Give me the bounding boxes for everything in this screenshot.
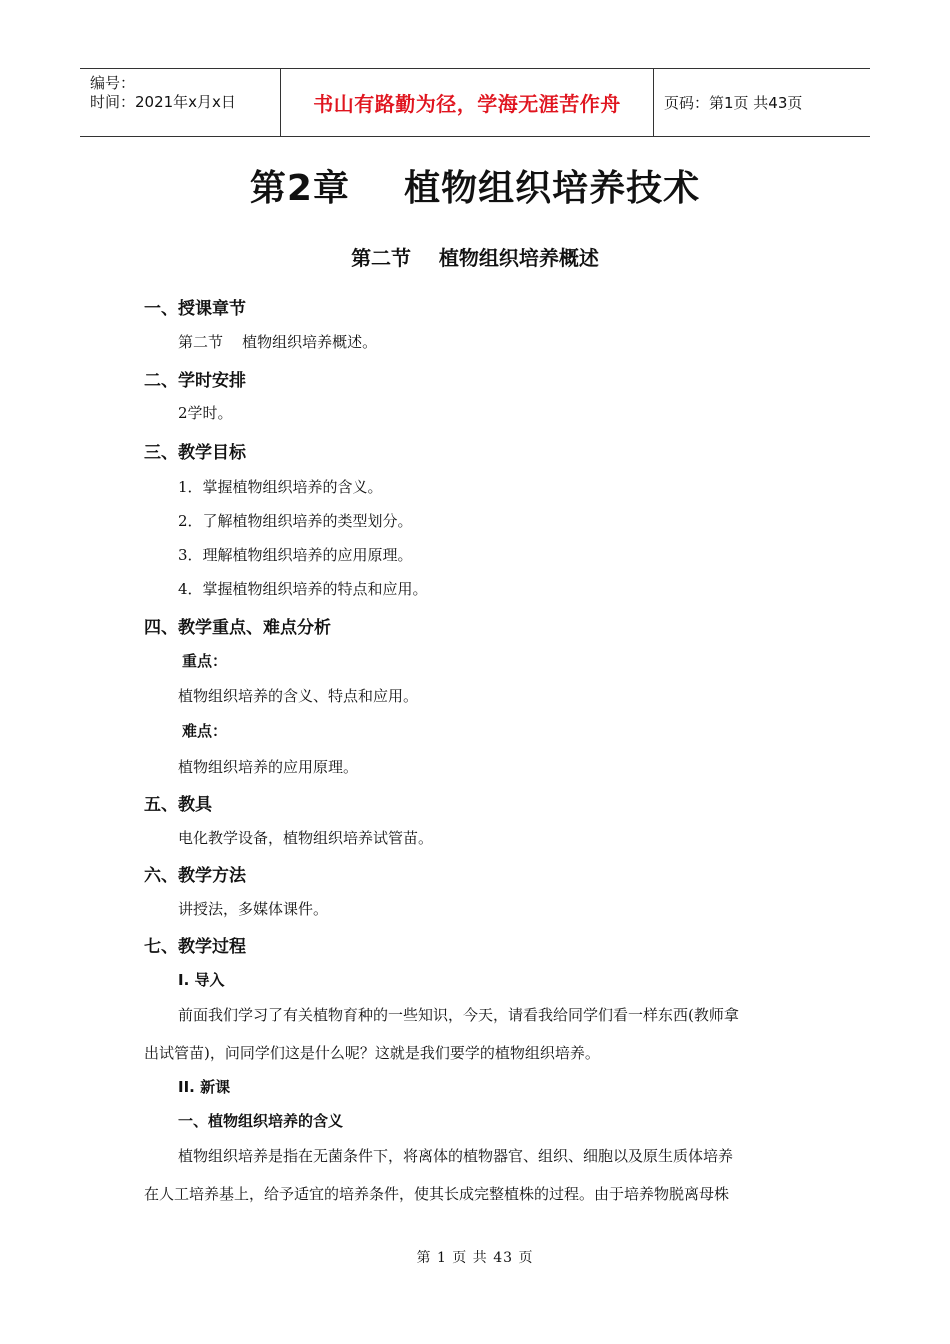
date-label: 时间：2021年x月x日 [90, 93, 236, 111]
header-page-cell [654, 69, 870, 136]
header-table [80, 68, 870, 137]
header-left-cell [80, 69, 281, 136]
chapter-title: 第2章 植物组织培养技术 [249, 168, 701, 209]
heading-goals: 三、教学目标 [144, 443, 246, 463]
number-label: 编号： [90, 74, 136, 92]
definition-paragraph-line: 在人工培养基上，给予适宜的培养条件，使其长成完整植株的过程。由于培养物脱离母株 [144, 1185, 730, 1203]
paragraph-hours: 2学时。 [178, 404, 233, 422]
page-info: 页码：第1页 共43页 [664, 94, 803, 112]
intro-paragraph-line: 前面我们学习了有关植物育种的一些知识，今天，请看我给同学们看一样东西(教师拿 [178, 1006, 739, 1024]
page-footer: 第 1 页 共 43 页 [416, 1250, 534, 1266]
heading-teaching-aids: 五、教具 [144, 795, 212, 815]
heading-teaching-process: 七、教学过程 [144, 937, 246, 957]
goal-item: 4．掌握植物组织培养的特点和应用。 [178, 580, 428, 598]
intro-paragraph-line: 出试管苗)，问同学们这是什么呢？这就是我们要学的植物组织培养。 [144, 1044, 600, 1062]
key-text: 植物组织培养的含义、特点和应用。 [178, 687, 419, 705]
goal-item: 2．了解植物组织培养的类型划分。 [178, 512, 413, 530]
difficulty-label: 难点： [182, 722, 228, 740]
goal-item: 3．理解植物组织培养的应用原理。 [178, 546, 413, 564]
heading-key-points: 四、教学重点、难点分析 [144, 618, 331, 638]
paragraph-chapter-section: 第二节 植物组织培养概述。 [178, 333, 378, 351]
difficulty-text: 植物组织培养的应用原理。 [178, 758, 359, 776]
heading-chapter-section: 一、授课章节 [144, 299, 246, 319]
definition-paragraph-line: 植物组织培养是指在无菌条件下，将离体的植物器官、组织、细胞以及原生质体培养 [178, 1147, 734, 1165]
header-motto-cell [281, 69, 654, 136]
goal-item: 1．掌握植物组织培养的含义。 [178, 478, 383, 496]
paragraph-teaching-aids: 电化教学设备，植物组织培养试管苗。 [178, 829, 434, 847]
subheading-definition: 一、植物组织培养的含义 [178, 1112, 344, 1130]
key-label: 重点： [182, 652, 228, 670]
heading-teaching-methods: 六、教学方法 [144, 866, 246, 886]
new-lesson-label: II. 新课 [178, 1078, 231, 1096]
section-title: 第二节 植物组织培养概述 [351, 246, 599, 270]
intro-label: Ⅰ. 导入 [178, 971, 225, 989]
motto: 书山有路勤为径，学海无涯苦作舟 [313, 92, 621, 116]
paragraph-teaching-methods: 讲授法，多媒体课件。 [178, 900, 329, 918]
heading-hours: 二、学时安排 [144, 371, 246, 391]
